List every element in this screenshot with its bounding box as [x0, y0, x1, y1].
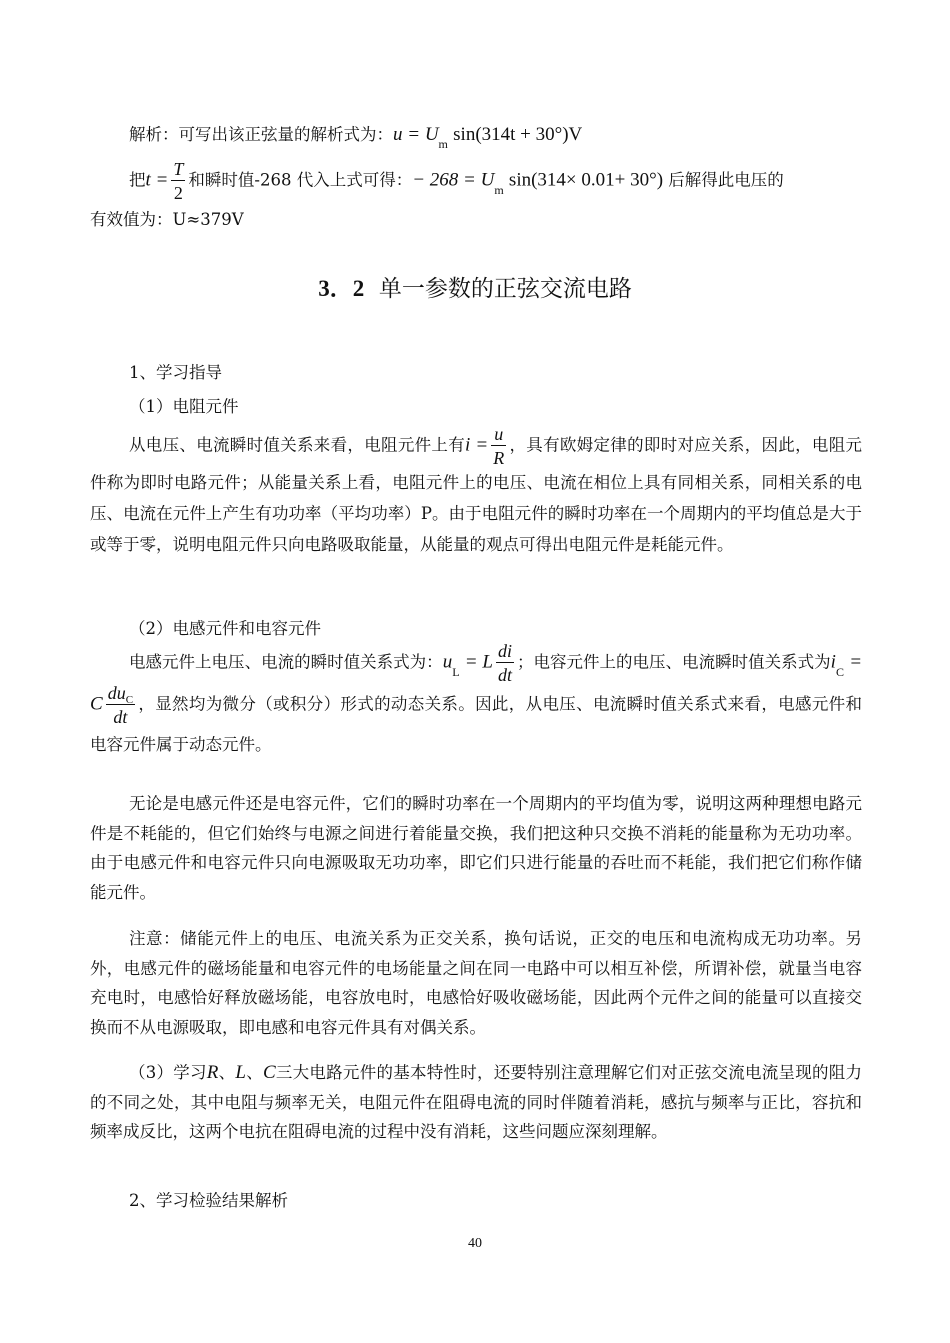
formula-u: u = U — [393, 124, 439, 145]
paragraph-note: 注意：储能元件上的电压、电流关系为正交关系，换句话说，正交的电压和电流构成无功功率。另外，电感元件的磁场能量和电容元件的电场能量之间在同一电路中可以相互补偿，所谓补偿，就量当电容充电时，电感恰好释放磁场能，电容放电时，电感恰好吸收磁场能，因此两个元件之间的能量可以直接交换而不从电源吸取，即电感和电容元件具有对偶关系。 — [90, 929, 862, 1037]
section-number: 3．2 — [318, 276, 365, 301]
analysis-result-line: 有效值为：U≈379V — [90, 210, 244, 229]
heading-learning-guide: 1、学习指导 — [129, 363, 222, 382]
paragraph-reactive-power: 无论是电感元件还是电容元件，它们的瞬时功率在一个周期内的平均值为零，说明这两种理想电路元件是不耗能的，但它们始终与电源之间进行着能量交换，我们把这种只交换不消耗的能量称为无功功率。由于电感元件和电容元件只向电源吸取无功功率，即它们只进行能量的吞吐而不耗能，我们把它们称作储能元件。 — [90, 794, 862, 902]
formula-sin: sin(314t + 30°)V — [453, 124, 583, 145]
du-dt-fraction: $\frac{du_C}{dt}$ — [107, 683, 134, 727]
heading-inductor-capacitor: （2）电感元件和电容元件 — [129, 619, 321, 638]
paragraph-inductor-capacitor: 电感元件上电压、电流的瞬时值关系式为：$u_L = L$ $\frac{di}{dt}$ ；电容元件上的电压、电流瞬时值关系式为$i_C = C$ $\frac{du_C}{dt}$ ，显然均为微分（或积分）形式的动态关系。因此，从电压、电流瞬时值关系式来看，电感元件和电容元件属于动态元件。 — [90, 641, 863, 754]
page-number: 40 — [468, 1236, 482, 1251]
u-over-r-fraction: $\frac{u}{R}$ — [493, 424, 505, 468]
heading-check-results: 2、学习检验结果解析 — [129, 1191, 288, 1210]
di-dt-fraction: $\frac{di}{dt}$ — [497, 641, 512, 685]
analysis-formula-line: 解析：可写出该正弦量的解析式为：$u = U_m$ sin(314t + 30°)V — [129, 124, 583, 151]
section-title-text: 单一参数的正弦交流电路 — [378, 276, 632, 302]
t-fraction: $\frac{T}{2}$ — [173, 159, 184, 203]
heading-resistor: （1）电阻元件 — [129, 397, 239, 416]
analysis-substitution-line: 把t = $\frac{T}{2}$ 和瞬时值-268 代入上式可得：− $268 = U_m$ sin(314× 0.01+ 30°) 后解得此电压的 — [129, 159, 784, 203]
section-title — [0, 273, 950, 305]
paragraph-rlc: （3）学习R、L、C三大电路元件的基本特性时，还要特别注意理解它们对正弦交流电流呈现的阻力的不同之处，其中电阻与频率无关，电阻元件在阻碍电流的同时伴随着消耗，感抗与频率与正比，容抗和频率成反比，这两个电抗在阻碍电流的过程中没有消耗，这些问题应深刻理解。 — [90, 1062, 863, 1141]
paragraph-resistor: 从电压、电流瞬时值关系来看，电阻元件上有i = $\frac{u}{R}$ ，具有欧姆定律的即时对应关系，因此，电阻元件称为即时电路元件；从能量关系上看，电阻元件上的电压、电流在相位上具有同相关系，同相关系的电压、电流在元件上产生有功功率（平均功率）P。由于电阻元件的瞬时功率在一个周期内的平均值总是大于或等于零，说明电阻元件只向电路吸取能量，从能量的观点可得出电阻元件是耗能元件。 — [90, 424, 863, 554]
